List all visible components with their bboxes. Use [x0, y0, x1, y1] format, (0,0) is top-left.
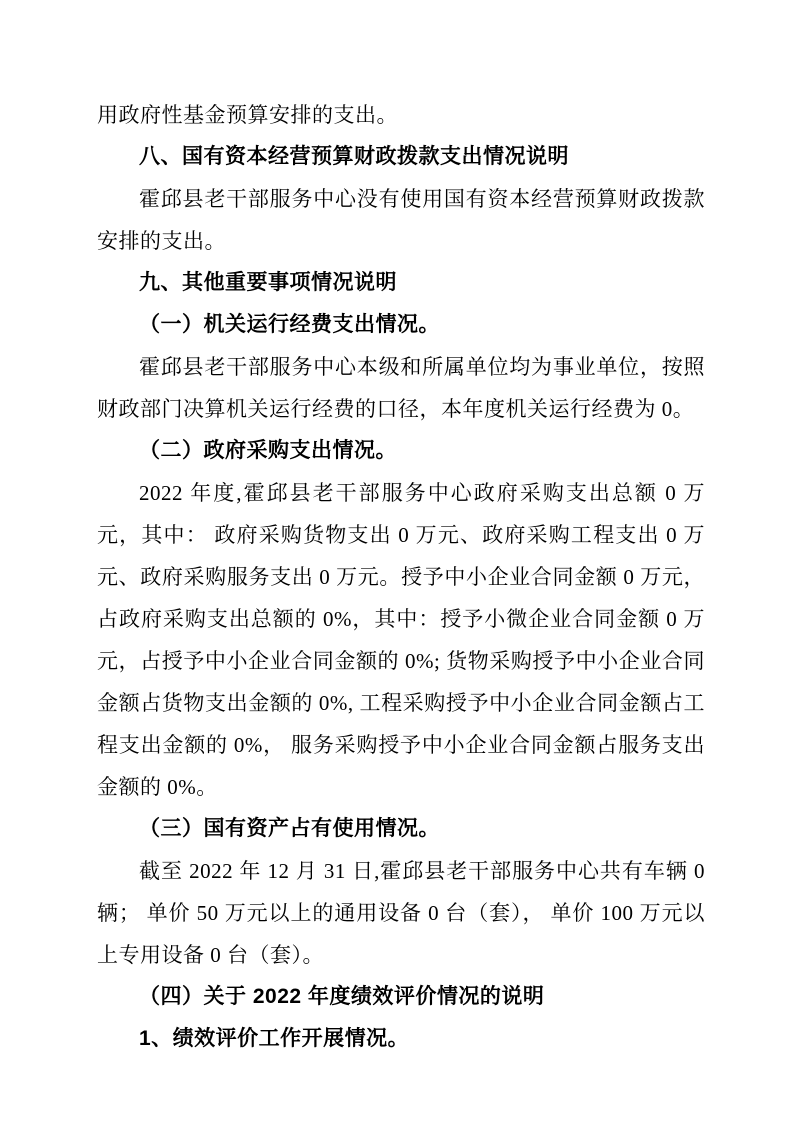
- section-9-heading: 九、其他重要事项情况说明: [139, 271, 397, 294]
- item-1-heading: 1、绩效评价工作开展情况。: [139, 1027, 410, 1050]
- subsection-3-heading: （三）国有资产占有使用情况。: [139, 817, 440, 840]
- subsection-1-paragraph: 霍邱县老干部服务中心本级和所属单位均为事业单位，按照财政部门决算机关运行经费的口径，本年度机关运行经费为 0。: [97, 355, 705, 421]
- subsection-4-heading: （四）关于 2022 年度绩效评价情况的说明: [139, 985, 545, 1008]
- subsection-3-paragraph: 截至 2022 年 12 月 31 日,霍邱县老干部服务中心共有车辆 0 辆； 单价 50 万元以上的通用设备 0 台（套）， 单价 100 万元以上专用设备 0 台（套）。: [97, 859, 705, 967]
- subsection-2-paragraph: 2022 年度,霍邱县老干部服务中心政府采购支出总额 0 万元，其中： 政府采购货物支出 0 万元、政府采购工程支出 0 万元、政府采购服务支出 0 万元。授予中小企业合同金额 0 万元，占政府采购支出总额的 0%，其中：授予小微企业合同金额 0 万元，占授予中小企业合同金额的 0%; 货物采购授予中小企业合同金额占货物支出金额的 0%, 工程采购授予中小企业合同金额占工程支出金额的 0%， 服务采购授予中小企业合同金额占服务支出金额的 0%。: [97, 481, 705, 799]
- subsection-2-heading: （二）政府采购支出情况。: [139, 439, 397, 462]
- section-8-paragraph: 霍邱县老干部服务中心没有使用国有资本经营预算财政拨款安排的支出。: [97, 187, 705, 253]
- section-8-heading: 八、国有资本经营预算财政拨款支出情况说明: [139, 145, 569, 168]
- continued-paragraph: 用政府性基金预算安排的支出。: [97, 103, 398, 127]
- subsection-1-heading: （一）机关运行经费支出情况。: [139, 313, 440, 336]
